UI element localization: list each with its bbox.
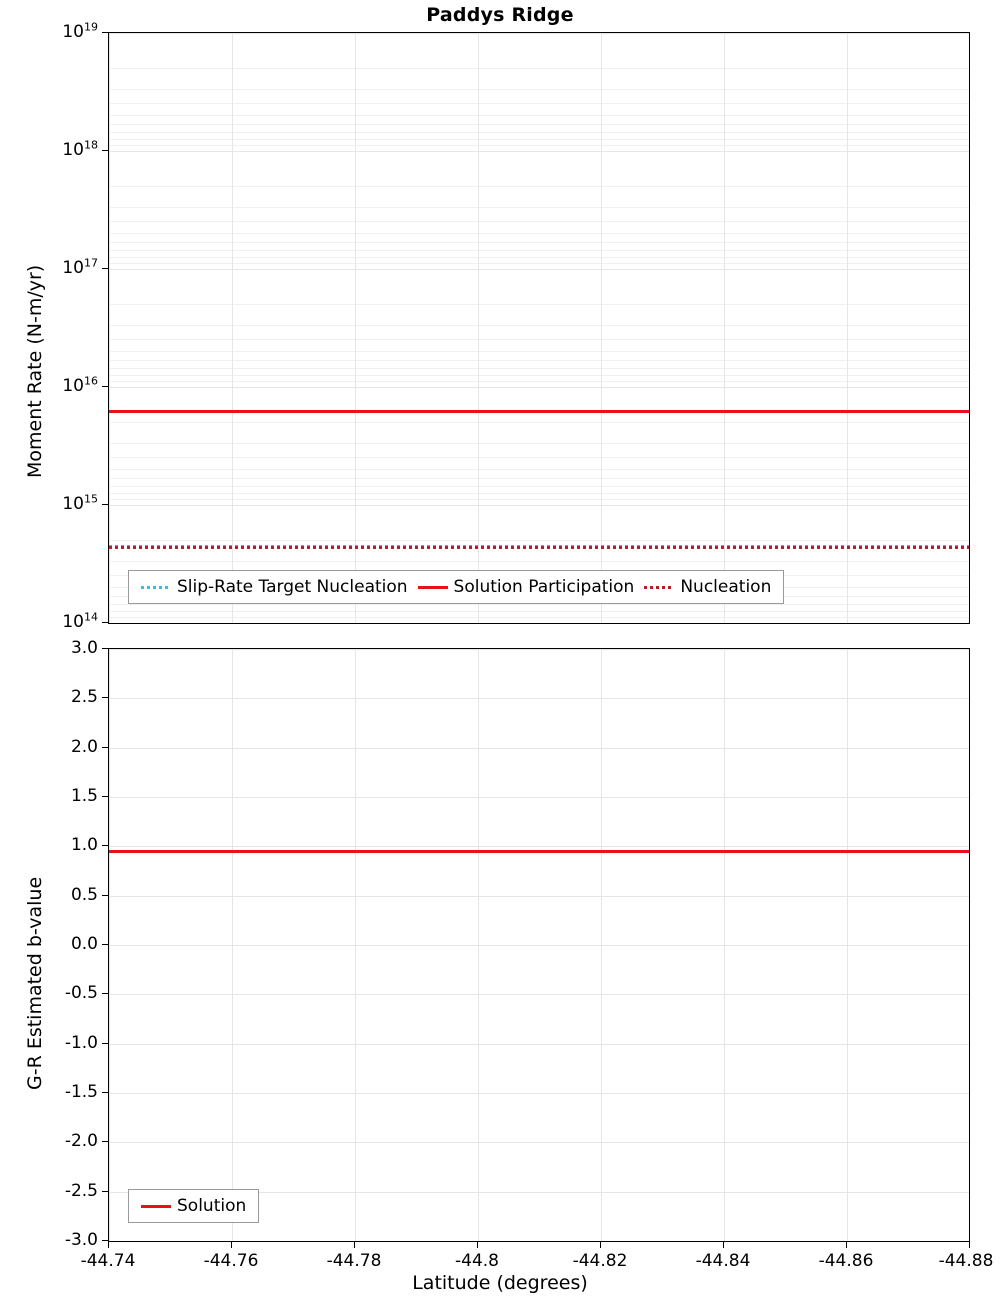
xtick-label: -44.84 [695, 1251, 751, 1271]
series-solution [109, 850, 969, 853]
ytick-top [102, 386, 108, 387]
ytick-label-top: $10^{17}$ [62, 256, 98, 278]
legend-swatch-dotted-cyan-icon [141, 586, 171, 589]
legend-b-value[interactable] [128, 1189, 259, 1223]
ytick-label-top: $10^{19}$ [62, 20, 98, 42]
legend-moment-rate[interactable] [128, 570, 784, 604]
ytick-top [102, 622, 108, 623]
b-value-plot-area [108, 648, 970, 1242]
legend-label: Solution Participation [453, 577, 635, 597]
legend-swatch-solid-red-icon [418, 586, 448, 589]
legend-item-slip-rate-target-nucleation[interactable] [136, 577, 413, 597]
ytick-label-bottom: 0.0 [70, 934, 98, 954]
gridline-v-major [601, 33, 602, 623]
ytick-label-bottom: 1.0 [70, 835, 98, 855]
gridline-v-major [847, 33, 848, 623]
ytick-label-top: $10^{14}$ [62, 610, 98, 632]
gridline-h-major [109, 387, 969, 388]
legend-item-nucleation[interactable] [639, 577, 776, 597]
ytick-label-bottom: 2.5 [70, 687, 98, 707]
gridline-h-major [109, 505, 969, 506]
ytick-label-top: $10^{15}$ [62, 492, 98, 514]
gridline-v-major [232, 33, 233, 623]
gridline-v-major [724, 33, 725, 623]
xtick-label: -44.82 [572, 1251, 628, 1271]
gridline-v-major [109, 33, 110, 623]
series-nucleation [109, 546, 969, 549]
gridline-h-major [109, 623, 969, 624]
legend-swatch-dotted-red-icon [644, 586, 674, 589]
ytick-label-bottom: 2.0 [70, 737, 98, 757]
legend-swatch-solid-red-icon [141, 1205, 171, 1208]
ytick-label-bottom: -2.5 [64, 1181, 98, 1201]
xtick-label: -44.76 [203, 1251, 259, 1271]
gridline-h-major [109, 33, 969, 34]
ytick-top [102, 150, 108, 151]
ytick-label-top: $10^{18}$ [62, 138, 98, 160]
ytick-label-bottom: -1.5 [64, 1082, 98, 1102]
page-title: Paddys Ridge [426, 4, 574, 26]
ytick-label-bottom: -2.0 [64, 1131, 98, 1151]
ytick-top [102, 32, 108, 33]
xtick-label: -44.74 [80, 1251, 136, 1271]
xtick-label: -44.8 [455, 1251, 499, 1271]
y-axis-label-bottom: G-R Estimated b-value [24, 876, 46, 1090]
moment-rate-plot-area [108, 32, 970, 624]
ytick-label-bottom: -1.0 [64, 1033, 98, 1053]
series-solution-participation [109, 410, 969, 413]
legend-item-solution-participation[interactable] [413, 577, 640, 597]
legend-label: Nucleation [680, 577, 772, 597]
y-axis-label-top: Moment Rate (N-m/yr) [24, 264, 46, 478]
ytick-label-bottom: 1.5 [70, 786, 98, 806]
xtick-label: -44.88 [938, 1251, 994, 1271]
ytick-label-bottom: 3.0 [70, 638, 98, 658]
gridline-h-major [109, 269, 969, 270]
gridline-h-major [109, 151, 969, 152]
ytick-top [102, 504, 108, 505]
legend-item-solution[interactable] [136, 1196, 251, 1216]
gridline-v-major [355, 33, 356, 623]
ytick-label-bottom: 0.5 [70, 885, 98, 905]
ytick-label-top: $10^{16}$ [62, 374, 98, 396]
xtick-label: -44.78 [326, 1251, 382, 1271]
ytick-top [102, 268, 108, 269]
xtick-label: -44.86 [818, 1251, 874, 1271]
legend-label: Solution [177, 1196, 247, 1216]
x-axis-label: Latitude (degrees) [412, 1272, 588, 1294]
legend-label: Slip-Rate Target Nucleation [177, 577, 408, 597]
gridline-v-major [478, 33, 479, 623]
ytick-label-bottom: -0.5 [64, 983, 98, 1003]
ytick-label-bottom: -3.0 [64, 1230, 98, 1250]
